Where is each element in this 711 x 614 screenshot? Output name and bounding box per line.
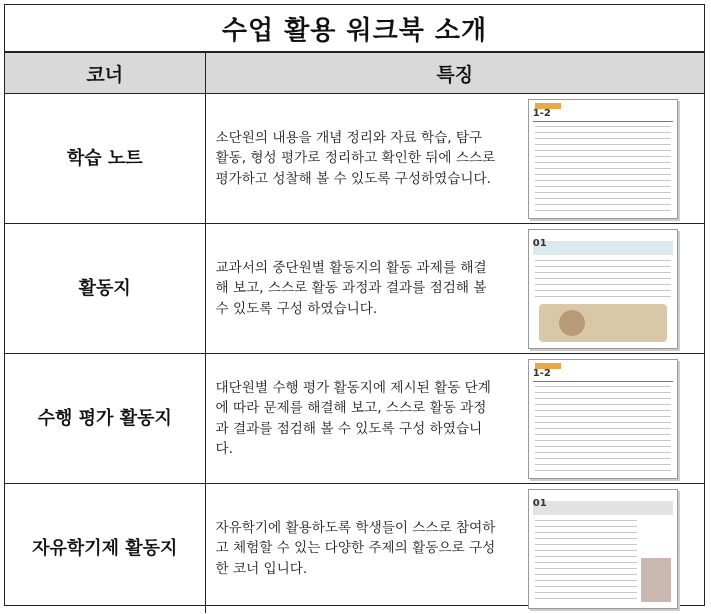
table-row — [5, 94, 704, 224]
study-note-thumbnail — [528, 99, 678, 219]
feature-text: 대단원별 수행 평가 활동지에 제시된 활동 단계에 따라 문제를 해결해 보고, 스스로 활동 과정과 결과를 점검해 볼 수 있도록 구성 하였습니다. — [215, 380, 491, 457]
feature-cell — [205, 484, 704, 614]
corner-name: 수행 평가 활동지 — [5, 354, 205, 484]
workbook-intro-table-frame — [4, 4, 705, 606]
feature-text: 소단원의 내용을 개념 정리와 자료 학습, 탐구 활동, 형성 평가로 정리하고 확인한 뒤에 스스로 평가하고 성찰해 볼 수 있도록 구성하였습니다. — [215, 130, 496, 187]
header-row — [5, 53, 704, 94]
table-row — [5, 354, 704, 484]
intro-table — [5, 52, 704, 613]
page-title: 수업 활용 워크북 소개 — [5, 5, 704, 52]
feature-cell — [205, 224, 704, 354]
thumbnail-label: 01 — [532, 497, 547, 509]
thumbnail-label: 1-2 — [532, 107, 551, 119]
header-corner: 코너 — [5, 53, 205, 94]
performance-assessment-thumbnail — [528, 359, 678, 479]
header-feature: 특징 — [205, 53, 704, 94]
feature-text: 자유학기에 활용하도록 학생들이 스스로 참여하고 체험할 수 있는 다양한 주제의 활동으로 구성한 코너 입니다. — [215, 520, 496, 577]
feature-cell — [205, 94, 704, 224]
corner-name: 활동지 — [5, 224, 205, 354]
illustration-image — [539, 304, 667, 342]
table-row — [5, 224, 704, 354]
thumbnail-label: 01 — [532, 237, 547, 249]
corner-name: 자유학기제 활동지 — [5, 484, 205, 614]
corner-name: 학습 노트 — [5, 94, 205, 224]
table-row — [5, 484, 704, 614]
feature-text: 교과서의 중단원별 활동지의 활동 과제를 해결해 보고, 스스로 활동 과정과 결과를 점검해 볼 수 있도록 구성 하였습니다. — [215, 260, 487, 317]
feature-cell — [205, 354, 704, 484]
activity-sheet-thumbnail — [528, 229, 678, 349]
free-semester-thumbnail — [528, 489, 678, 609]
illustration-image — [641, 558, 671, 602]
thumbnail-label: 1-2 — [532, 367, 551, 379]
